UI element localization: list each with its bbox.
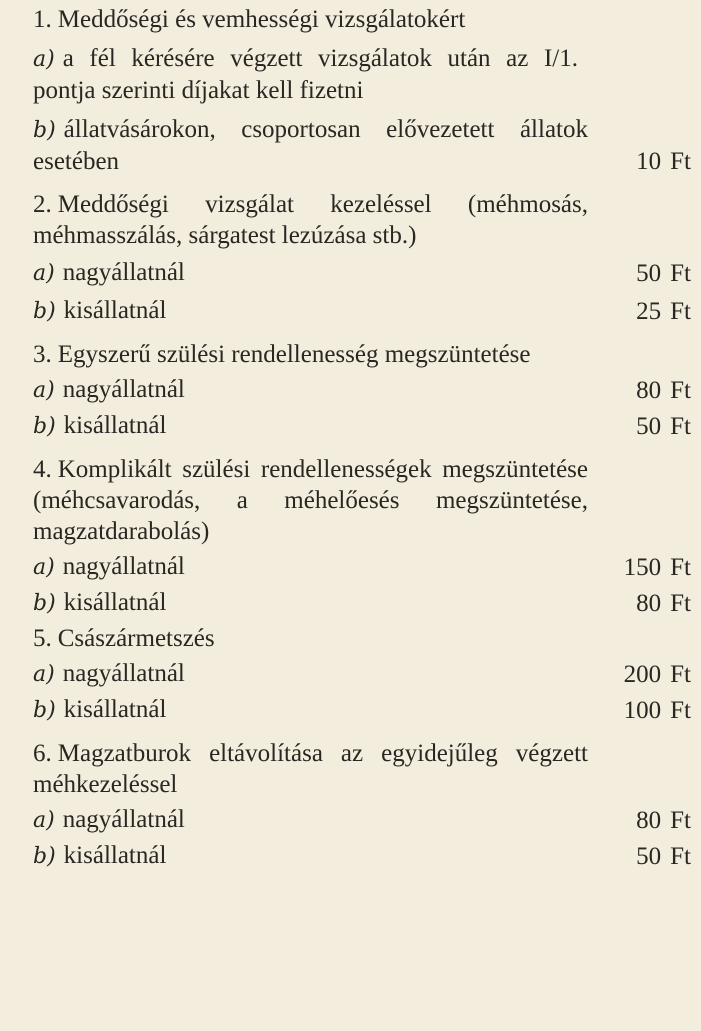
item-title: Komplikált szülési rendellenességek megszüntetése (méhcsavarodás, a méhelőesés megszüntetése, magzatdarabolás) — [33, 456, 588, 545]
fee-amount — [601, 588, 691, 619]
sub-item-label — [33, 551, 588, 583]
fee-amount — [601, 146, 691, 177]
sub-item-text: nagyállatnál — [62, 553, 185, 580]
fee-item-5 — [33, 623, 691, 726]
fee-amount — [601, 841, 691, 872]
sub-item-a — [33, 551, 691, 583]
amount-unit: Ft — [670, 554, 691, 581]
sub-item-a — [33, 804, 691, 836]
sub-item-label — [33, 114, 588, 177]
amount-unit: Ft — [670, 843, 691, 870]
sub-item-a — [33, 374, 691, 406]
sub-item-text: nagyállatnál — [62, 259, 185, 286]
sub-item-letter: a) — [33, 808, 55, 833]
sub-item-text: kisállatnál — [63, 842, 167, 869]
amount-unit: Ft — [670, 377, 691, 404]
item-number: 4. — [33, 456, 52, 483]
fee-amount — [601, 258, 691, 289]
fee-schedule — [33, 4, 691, 872]
sub-item-text: kisállatnál — [63, 412, 167, 439]
amount-value: 150 — [623, 554, 662, 581]
amount-value: 50 — [636, 260, 662, 287]
item-number: 1. — [33, 6, 52, 33]
amount-unit: Ft — [670, 807, 691, 834]
sub-item-letter: a) — [33, 47, 55, 72]
sub-item-b — [33, 114, 691, 177]
item-title: Császármetszés — [57, 625, 215, 652]
item-heading — [33, 4, 588, 35]
item-heading — [33, 738, 588, 800]
sub-item-text: kisállatnál — [63, 589, 167, 616]
sub-item-letter: b) — [33, 591, 56, 616]
amount-value: 50 — [636, 413, 662, 440]
amount-value: 100 — [623, 697, 662, 724]
amount-value: 200 — [623, 661, 662, 688]
sub-item-text: kisállatnál — [63, 696, 167, 723]
item-number: 3. — [33, 341, 52, 368]
sub-item-label — [33, 257, 588, 289]
amount-unit: Ft — [670, 298, 691, 325]
sub-item-letter: a) — [33, 662, 55, 687]
amount-value: 25 — [636, 298, 662, 325]
fee-item-4 — [33, 454, 691, 619]
item-heading — [33, 623, 588, 654]
amount-value: 80 — [636, 377, 662, 404]
item-title: Magzatburok eltávolítása az egyidejűleg végzett méhkezeléssel — [33, 740, 588, 798]
sub-item-letter: a) — [33, 261, 55, 286]
item-number: 6. — [33, 740, 52, 767]
sub-item-b — [33, 840, 691, 872]
fee-amount — [601, 296, 691, 327]
sub-item-b — [33, 694, 691, 726]
amount-unit: Ft — [670, 260, 691, 287]
sub-item-text: nagyállatnál — [62, 660, 185, 687]
sub-item-letter: a) — [33, 378, 55, 403]
sub-item-b — [33, 587, 691, 619]
amount-unit: Ft — [670, 661, 691, 688]
sub-item-b — [33, 295, 691, 327]
sub-item-text: a fél kérésére végzett vizsgálatok után az I/1. pontja szerinti díjakat kell fizetni — [33, 45, 578, 104]
item-number: 5. — [33, 625, 52, 652]
fee-item-1 — [33, 4, 691, 177]
sub-item-label — [33, 374, 588, 406]
amount-unit: Ft — [670, 148, 691, 175]
sub-item-letter: b) — [33, 698, 56, 723]
item-heading — [33, 454, 588, 547]
amount-value: 80 — [636, 807, 662, 834]
sub-item-b — [33, 410, 691, 442]
item-title: Meddőségi vizsgálat kezeléssel (méhmosás, méhmasszálás, sárgatest lezúzása stb.) — [33, 191, 588, 249]
sub-item-label — [33, 587, 588, 619]
fee-amount — [601, 659, 691, 690]
item-title: Egyszerű szülési rendellenesség megszüntetése — [57, 341, 531, 368]
sub-item-letter: b) — [33, 118, 56, 143]
sub-item-a — [33, 658, 691, 690]
amount-unit: Ft — [670, 413, 691, 440]
sub-item-label — [33, 804, 588, 836]
sub-item-label — [33, 295, 588, 327]
sub-item-label — [33, 410, 588, 442]
sub-item-label — [33, 840, 588, 872]
item-heading — [33, 189, 588, 251]
sub-item-a — [33, 257, 691, 289]
fee-item-6 — [33, 738, 691, 872]
fee-amount — [601, 411, 691, 442]
sub-item-letter: b) — [33, 299, 56, 324]
fee-amount — [601, 695, 691, 726]
fee-amount — [601, 552, 691, 583]
sub-item-a — [33, 43, 578, 106]
item-title: Meddőségi és vemhességi vizsgálatokért — [57, 6, 466, 33]
sub-item-letter: b) — [33, 844, 56, 869]
item-number: 2. — [33, 191, 52, 218]
amount-value: 50 — [636, 843, 662, 870]
sub-item-text: nagyállatnál — [62, 376, 185, 403]
amount-value: 10 — [636, 148, 662, 175]
fee-item-3 — [33, 339, 691, 442]
amount-unit: Ft — [670, 697, 691, 724]
sub-item-label — [33, 658, 588, 690]
sub-item-label — [33, 694, 588, 726]
sub-item-text: állatvásárokon, csoportosan elővezetett állatok esetében — [33, 116, 588, 175]
fee-amount — [601, 805, 691, 836]
item-heading — [33, 339, 588, 370]
sub-item-letter: b) — [33, 414, 56, 439]
fee-amount — [601, 375, 691, 406]
amount-value: 80 — [636, 590, 662, 617]
fee-item-2 — [33, 189, 691, 327]
sub-item-text: kisállatnál — [63, 297, 167, 324]
sub-item-text: nagyállatnál — [62, 806, 185, 833]
sub-item-letter: a) — [33, 555, 55, 580]
amount-unit: Ft — [670, 590, 691, 617]
